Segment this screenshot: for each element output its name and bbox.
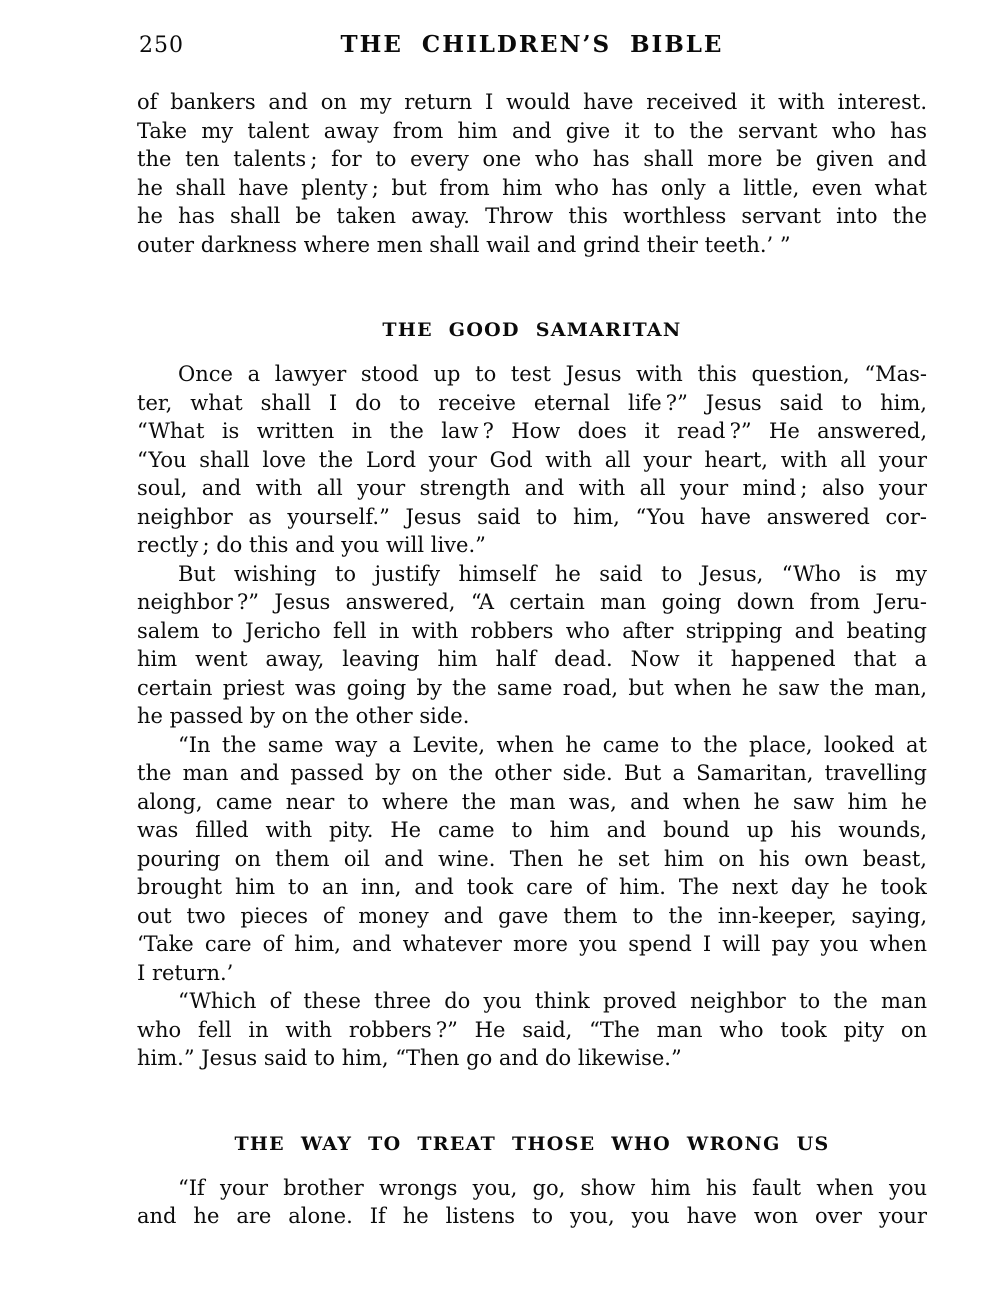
- text-line: ter, what shall I do to receive eternal life ?” Jesus said to him,: [137, 390, 927, 415]
- page-header: [137, 30, 927, 60]
- text-line: “Which of these three do you think proved neighbor to the man: [178, 989, 927, 1013]
- text-line: ‘Take care of him, and whatever more you spend I will pay you when: [137, 932, 927, 956]
- text-line: he passed by on the other side.: [137, 704, 470, 728]
- text-line: neighbor ?” Jesus answered, “A certain man going down from Jeru-: [137, 590, 927, 614]
- text-line: pouring on them oil and wine. Then he set him on his own beast,: [137, 846, 927, 871]
- text-line: brought him to an inn, and took care of him. The next day he took: [137, 875, 927, 899]
- text-line: the ten talents ; for to every one who has shall more be given and: [137, 147, 927, 171]
- paragraph: [137, 987, 927, 1073]
- text-line: “In the same way a Levite, when he came to the place, looked at: [178, 732, 927, 757]
- text-line: along, came near to where the man was, and when he saw him he: [137, 789, 927, 814]
- running-title: THE CHILDREN’S BIBLE: [340, 31, 724, 58]
- text-line: neighbor as yourself.” Jesus said to him, “You have answered cor-: [137, 504, 927, 529]
- page-number: 250: [139, 33, 184, 58]
- text-line: “If your brother wrongs you, go, show him his fault when you: [178, 1175, 927, 1200]
- paragraph: [137, 731, 927, 988]
- text-line: was filled with pity. He came to him and bound up his wounds,: [137, 818, 927, 842]
- text-line: he shall have plenty ; but from him who has only a little, even what: [137, 175, 927, 200]
- text-line: out two pieces of money and gave them to the inn-keeper, saying,: [137, 903, 927, 928]
- text-line: who fell in with robbers ?” He said, “The man who took pity on: [137, 1017, 927, 1042]
- text-line: him went away, leaving him half dead. Now it happened that a: [137, 647, 927, 671]
- page-content: [137, 30, 927, 1231]
- section-heading-good-samaritan: THE GOOD SAMARITAN: [382, 319, 682, 341]
- text-line: “You shall love the Lord your God with all your heart, with all your: [137, 447, 927, 472]
- text-line: Take my talent away from him and give it to the servant who has: [137, 118, 927, 143]
- text-line: he has shall be taken away. Throw this worthless servant into the: [137, 204, 927, 228]
- paragraph: [137, 560, 927, 731]
- text-line: But wishing to justify himself he said to Jesus, “Who is my: [178, 561, 927, 586]
- text-line: Once a lawyer stood up to test Jesus with this question, “Mas-: [178, 362, 927, 386]
- text-line: I return.’: [137, 960, 234, 985]
- paragraph-continuation: [137, 88, 927, 259]
- text-line: him.” Jesus said to him, “Then go and do likewise.”: [137, 1046, 682, 1070]
- text-line: of bankers and on my return I would have received it with interest.: [137, 90, 927, 114]
- paragraph: [137, 360, 927, 560]
- text-line: salem to Jericho fell in with robbers who after stripping and beating: [137, 618, 927, 643]
- text-line: “What is written in the law ? How does it read ?” He answered,: [137, 419, 927, 443]
- text-line: outer darkness where men shall wail and grind their teeth.’ ”: [137, 232, 791, 257]
- paragraph: [137, 1174, 927, 1231]
- text-line: rectly ; do this and you will live.”: [137, 533, 486, 557]
- text-line: soul, and with all your strength and with all your mind ; also your: [137, 476, 927, 500]
- text-line: the man and passed by on the other side. But a Samaritan, travelling: [137, 761, 927, 785]
- text-line: and he are alone. If he listens to you, you have won over your: [137, 1204, 927, 1228]
- text-line: certain priest was going by the same road, but when he saw the man,: [137, 675, 927, 700]
- section-heading-way-to-treat: THE WAY TO TREAT THOSE WHO WRONG US: [234, 1132, 830, 1155]
